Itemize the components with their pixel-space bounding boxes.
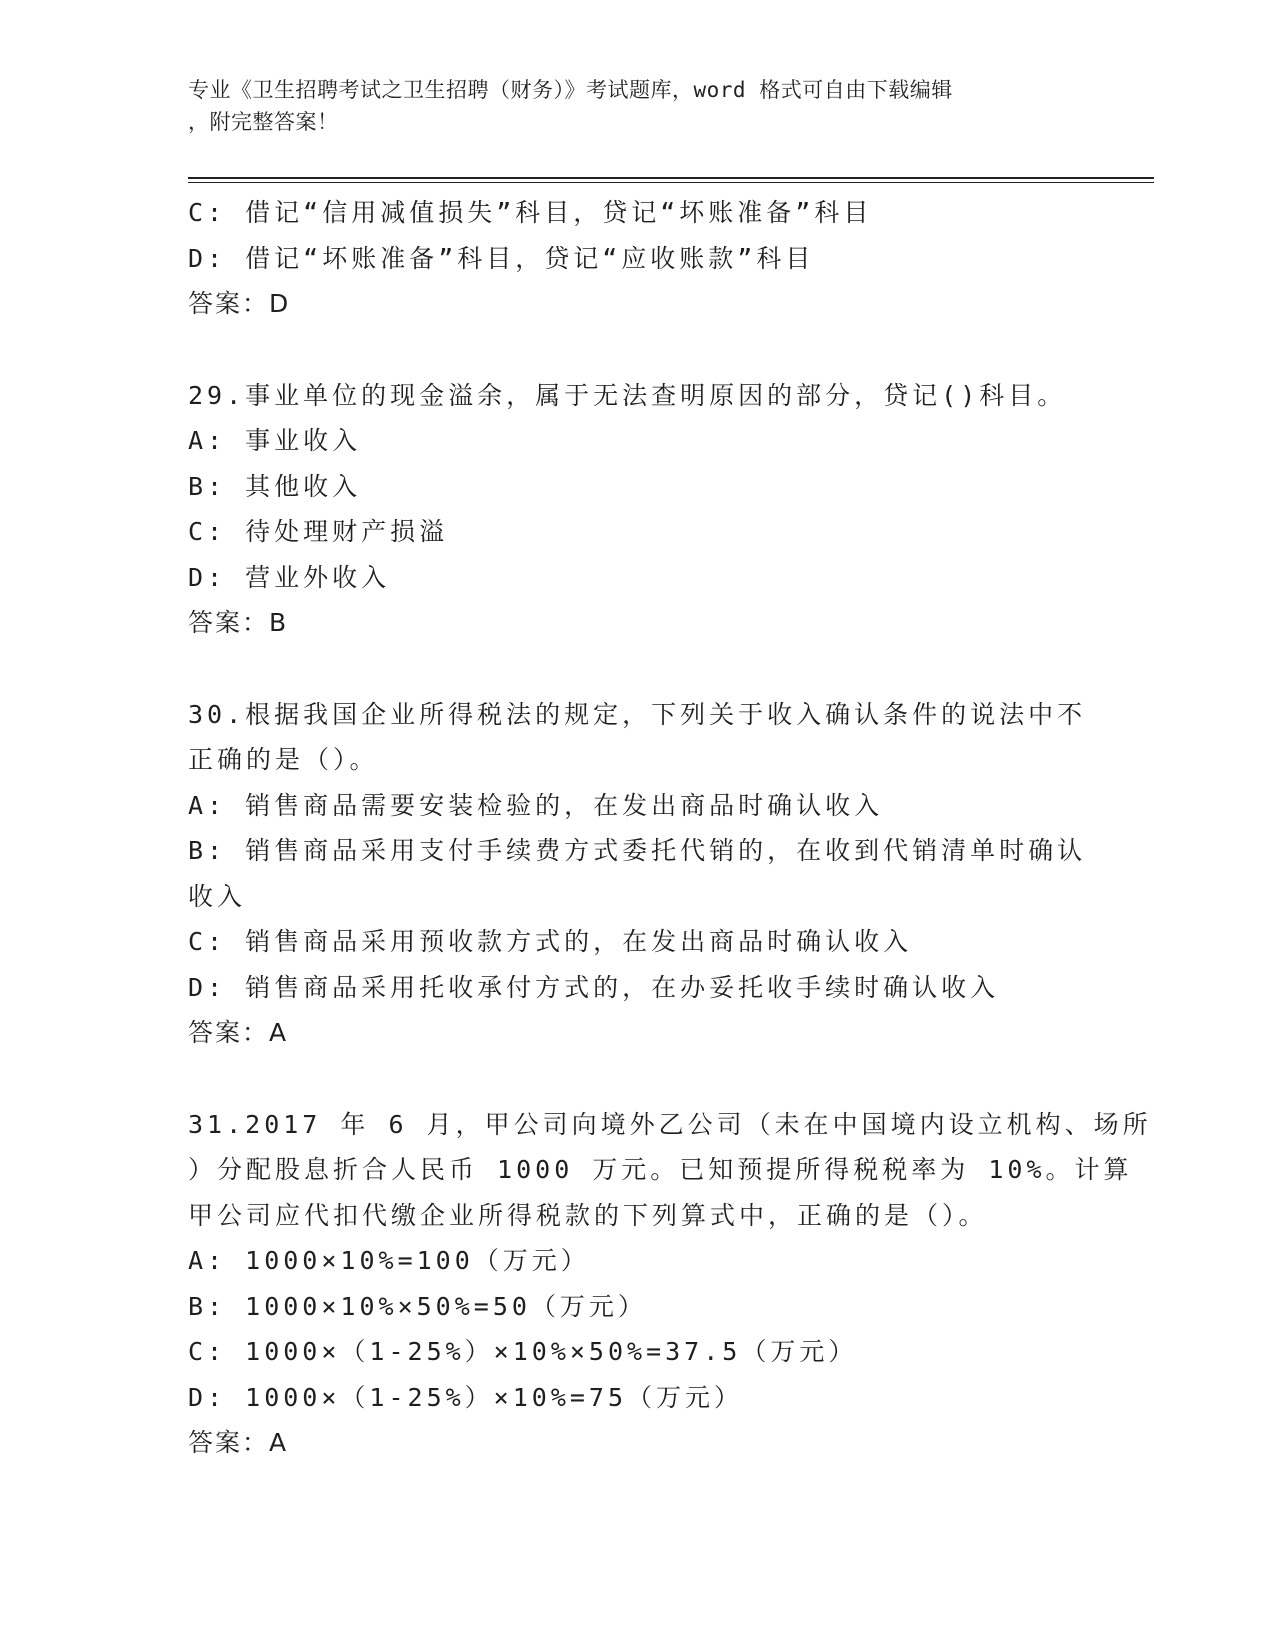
option-b-line-1: B: 销售商品采用支付手续费方式委托代销的，在收到代销清单时确认 <box>188 836 1087 865</box>
question-30 <box>188 692 1088 1056</box>
option-a: A: 销售商品需要安装检验的，在发出商品时确认收入 <box>188 790 884 820</box>
option-b: B: 1000×10%×50%=50（万元） <box>188 1291 647 1321</box>
option-a: A: 事业收入 <box>188 426 362 455</box>
option-c: C: 待处理财产损溢 <box>188 517 449 546</box>
option-d: D: 1000×（1-25%）×10%=75（万元） <box>188 1382 744 1412</box>
question-list <box>188 190 1152 1466</box>
header-divider <box>188 177 1154 179</box>
option-c: C: 销售商品采用预收款方式的，在发出商品时确认收入 <box>188 927 913 956</box>
question-stem: 29.事业单位的现金溢余，属于无法查明原因的部分，贷记()科目。 <box>188 380 1067 410</box>
option-d: D: 借记“坏账准备”科目，贷记“应收账款”科目 <box>188 243 815 273</box>
question-stem-line-2: ）分配股息折合人民币 1000 万元。已知预提所得税税率为 10%。计算 <box>188 1155 1133 1184</box>
question-stem-line-3: 甲公司应代扣代缴企业所得税款的下列算式中，正确的是（）。 <box>188 1200 988 1230</box>
option-c: C: 1000×（1-25%）×10%×50%=37.5（万元） <box>188 1337 858 1366</box>
header-line-1: 专业《卫生招聘考试之卫生招聘（财务）》考试题库，word 格式可自由下载编辑 <box>188 78 953 102</box>
spacer <box>188 646 1088 692</box>
answer: 答案：A <box>188 1018 289 1047</box>
option-c: C: 借记“信用减值损失”科目，贷记“坏账准备”科目 <box>188 198 873 227</box>
option-b-line-2: 收入 <box>188 881 247 911</box>
question-stem-line-1: 31.2017 年 6 月，甲公司向境外乙公司（未在中国境内设立机构、场所 <box>188 1109 1152 1139</box>
spacer <box>188 1056 1088 1102</box>
answer: 答案：D <box>188 289 291 318</box>
question-stem-line-1: 30.根据我国企业所得税法的规定，下列关于收入确认条件的说法中不 <box>188 699 1087 729</box>
option-d: D: 销售商品采用托收承付方式的，在办妥托收手续时确认收入 <box>188 972 1000 1002</box>
question-29 <box>188 373 1088 646</box>
header-divider-thin <box>188 182 1154 183</box>
question-stem-line-2: 正确的是（）。 <box>188 745 379 774</box>
answer: 答案：A <box>188 1428 289 1457</box>
header-line-2: ，附完整答案！ <box>188 110 339 134</box>
spacer <box>188 327 1088 373</box>
answer: 答案：B <box>188 608 289 637</box>
option-a: A: 1000×10%=100（万元） <box>188 1246 590 1275</box>
document-header <box>188 74 1068 138</box>
option-d: D: 营业外收入 <box>188 562 391 592</box>
option-b: B: 其他收入 <box>188 471 362 501</box>
question-31 <box>188 1102 1152 1466</box>
question-28 <box>188 190 1088 327</box>
